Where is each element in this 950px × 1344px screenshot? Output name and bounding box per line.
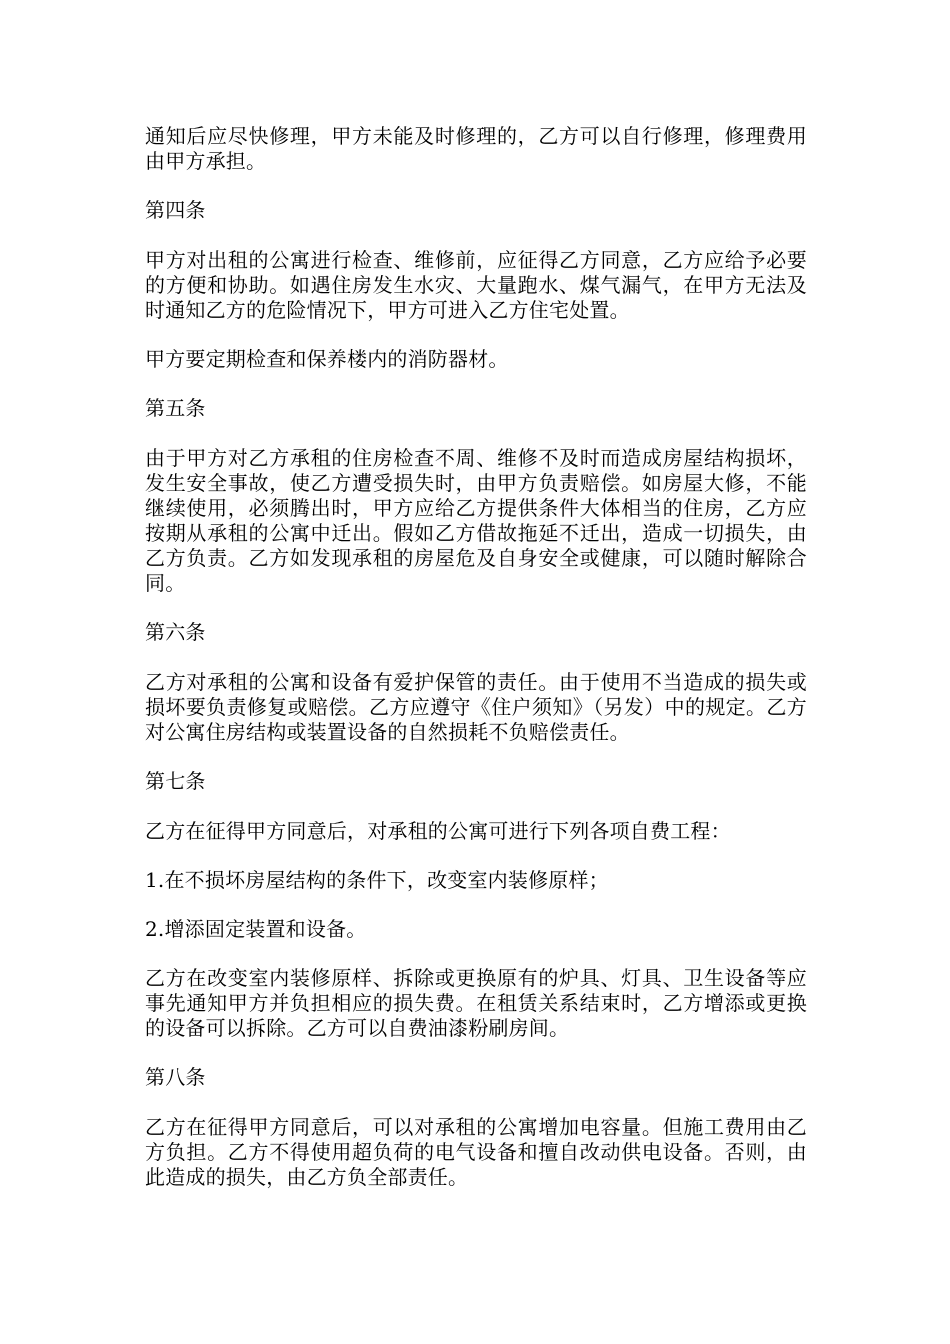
list-item-renovation: 1.在不损坏房屋结构的条件下，改变室内装修原样； xyxy=(145,868,609,892)
paragraph-electrical-capacity: 乙方在征得甲方同意后，可以对承租的公寓增加电容量。但施工费用由乙方负担。乙方不得使用超负荷的电气设备和擅自改动供电设备。否则，由此造成的损失，由乙方负全部责任。 xyxy=(145,1115,807,1189)
paragraph-self-funded-works: 乙方在征得甲方同意后，对承租的公寓可进行下列各项自费工程： xyxy=(145,819,731,843)
paragraph-fire-equipment: 甲方要定期检查和保养楼内的消防器材。 xyxy=(145,347,509,371)
paragraph-repair-continuation: 通知后应尽快修理，甲方未能及时修理的，乙方可以自行修理，修理费用由甲方承担。 xyxy=(145,124,807,173)
paragraph-tenant-care-responsibility: 乙方对承租的公寓和设备有爱护保管的责任。由于使用不当造成的损失或损坏要负责修复或赔偿。乙方应遵守《住户须知》（另发）中的规定。乙方对公寓住房结构或装置设备的自然损耗不负赔偿责任。 xyxy=(145,670,807,744)
article-heading-6: 第六条 xyxy=(145,620,206,644)
article-heading-7: 第七条 xyxy=(145,769,206,793)
paragraph-equipment-replacement: 乙方在改变室内装修原样、拆除或更换原有的炉具、灯具、卫生设备等应事先通知甲方并负担相应的损失费。在租赁关系结束时，乙方增添或更换的设备可以拆除。乙方可以自费油漆粉刷房间。 xyxy=(145,966,807,1040)
article-heading-4: 第四条 xyxy=(145,198,206,222)
document-body xyxy=(145,124,807,1214)
article-heading-5: 第五条 xyxy=(145,396,206,420)
paragraph-damage-compensation: 由于甲方对乙方承租的住房检查不周、维修不及时而造成房屋结构损坏，发生安全事故，使乙方遭受损失时，由甲方负责赔偿。如房屋大修，不能继续使用，必须腾出时，甲方应给乙方提供条件大体相当的住房，乙方应按期从承租的公寓中迁出。假如乙方借故拖延不迁出，造成一切损失，由乙方负责。乙方如发现承租的房屋危及自身安全或健康，可以随时解除合同。 xyxy=(145,446,807,595)
paragraph-inspection-maintenance: 甲方对出租的公寓进行检查、维修前，应征得乙方同意，乙方应给予必要的方便和协助。如遇住房发生水灾、大量跑水、煤气漏气，在甲方无法及时通知乙方的危险情况下，甲方可进入乙方住宅处置。 xyxy=(145,248,807,322)
article-heading-8: 第八条 xyxy=(145,1065,206,1089)
list-item-fixtures: 2.增添固定装置和设备。 xyxy=(145,917,367,941)
